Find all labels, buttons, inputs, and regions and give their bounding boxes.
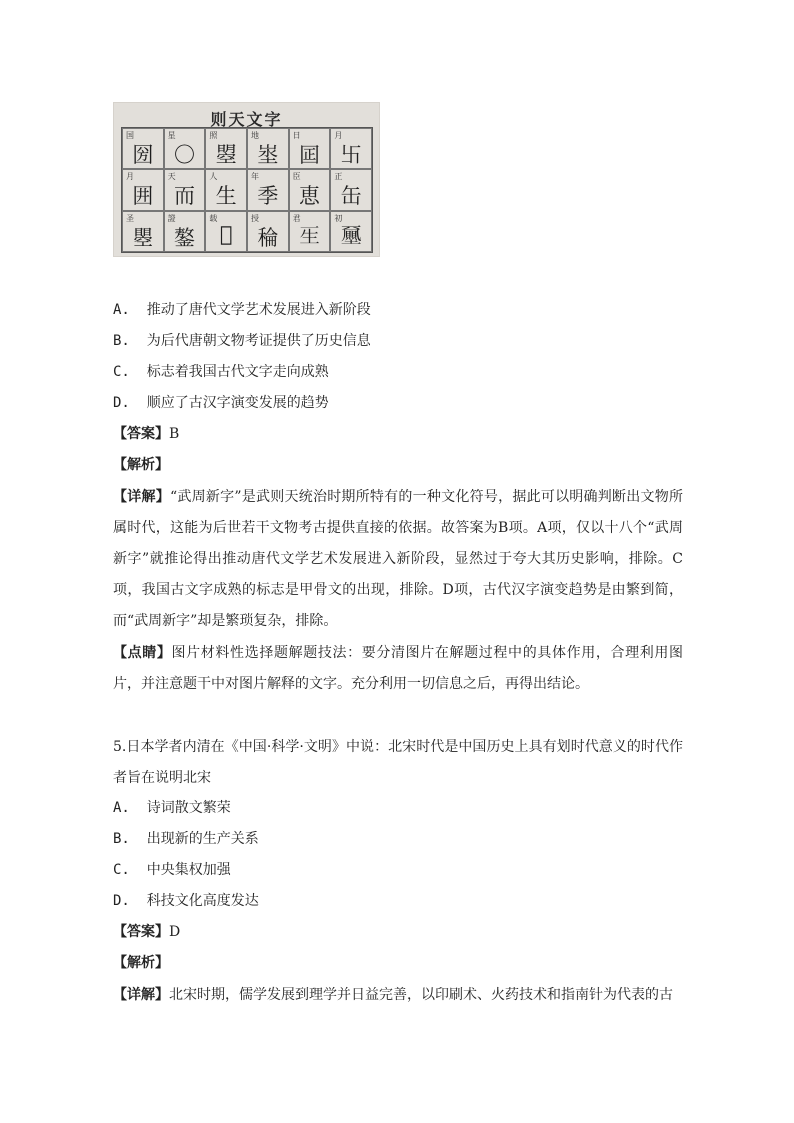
q5-analysis-label: 【解析】 xyxy=(113,955,169,971)
table-cell: 国 圀 xyxy=(122,128,164,169)
q4-tip: 【点睛】图片材料性选择题解题技法：要分清图片在解题过程中的具体作用，合理利用图片，并注意题干中对图片解释的文字。充分利用一切信息之后，再得出结论。 xyxy=(113,645,684,692)
q5-stem: 5.日本学者内清在《中国·科学·文明》中说：北宋时代是中国历史上具有划时代意义的时代作者旨在说明北宋 xyxy=(113,739,683,786)
table-cell: 星 〇 xyxy=(164,128,206,169)
q4-option-a: A. 推动了唐代文学艺术发展进入新阶段 xyxy=(113,302,371,318)
table-cell: 正 缶 xyxy=(330,169,372,210)
q5-option-d: D. 科技文化高度发达 xyxy=(113,893,259,909)
table-cell: 授 稐 xyxy=(247,211,289,252)
table-cell: 君 𤯔 xyxy=(289,211,331,252)
table-cell: 月 卐 xyxy=(330,128,372,169)
table-cell: 照 曌 xyxy=(205,128,247,169)
table-cell: 地 埊 xyxy=(247,128,289,169)
q4-detail: 【详解】“武周新字”是武则天统治时期所特有的一种文化符号，据此可以明确判断出文物所属时代，这能为后世若干文物考古提供直接的依据。故答案为B项。A项，仅以十八个“武周新字”就推论得出推动唐代文学艺术发展进入新阶段，显然过于夸大其历史影响，排除。C项，我国古文字成熟的标志是甲骨文的出现，排除。D项，古代汉字演变趋势是由繁到简，而“武周新字”却是繁琐复杂，排除。 xyxy=(113,489,683,629)
table-cell: 初 𡔈 xyxy=(330,211,372,252)
table-cell: 證 鏊 xyxy=(164,211,206,252)
character-table xyxy=(121,127,373,253)
q4-answer: 【答案】B xyxy=(113,426,180,442)
q5-answer: 【答案】D xyxy=(113,924,181,940)
q4-option-b: B. 为后代唐朝文物考证提供了历史信息 xyxy=(113,333,371,349)
q5-option-c: C. 中央集权加强 xyxy=(113,862,231,878)
table-cell: 圣 瞾 xyxy=(122,211,164,252)
q5-option-b: B. 出现新的生产关系 xyxy=(113,831,259,847)
table-cell: 载 𠁈 xyxy=(205,211,247,252)
table-cell: 月 囲 xyxy=(122,169,164,210)
q4-analysis-label: 【解析】 xyxy=(113,457,169,473)
q4-option-d: D. 顺应了古汉字演变发展的趋势 xyxy=(113,395,329,411)
table-cell: 臣 恵 xyxy=(289,169,331,210)
table-cell: 年 季 xyxy=(247,169,289,210)
photo-title: 则天文字 xyxy=(210,110,283,129)
table-cell: 日 囸 xyxy=(289,128,331,169)
q5-option-a: A. 诗词散文繁荣 xyxy=(113,800,231,816)
table-cell: 人 生 xyxy=(205,169,247,210)
q5-detail: 【详解】北宋时期，儒学发展到理学并日益完善，以印刷术、火药技术和指南针为代表的古 xyxy=(113,987,673,1003)
zetian-characters-photo xyxy=(113,102,380,257)
q4-option-c: C. 标志着我国古代文字走向成熟 xyxy=(113,364,329,380)
table-cell: 天 而 xyxy=(164,169,206,210)
